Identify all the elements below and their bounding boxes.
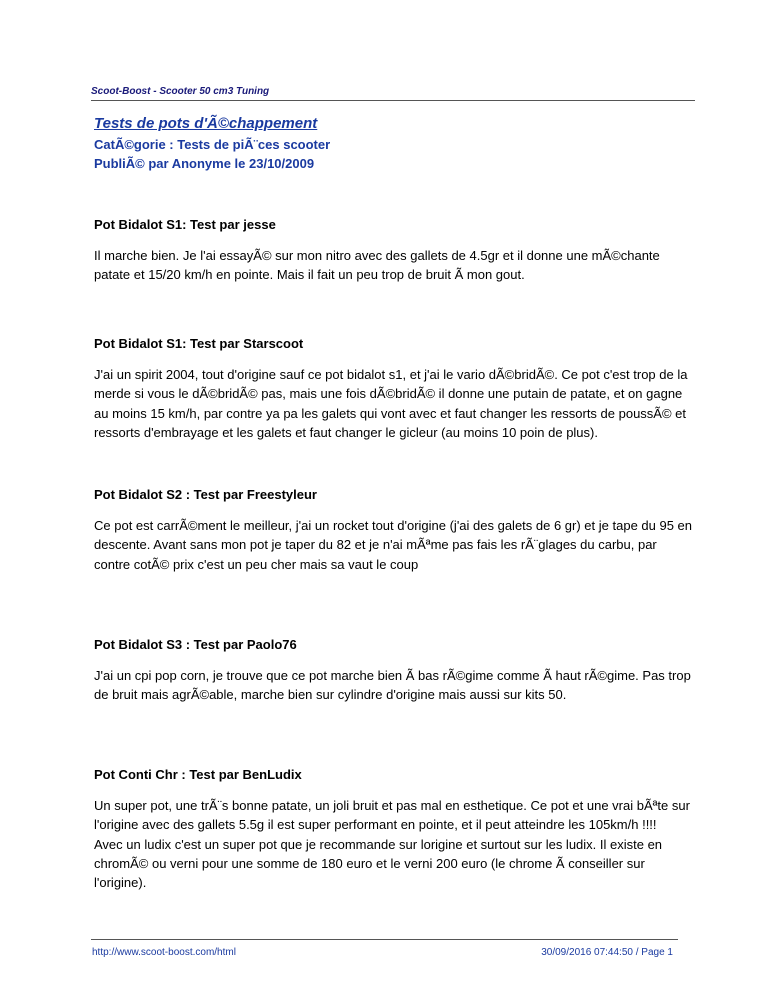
site-header: Scoot-Boost - Scooter 50 cm3 Tuning [91, 86, 270, 97]
test-paragraph: J'ai un cpi pop corn, je trouve que ce pot marche bien Ã bas rÃ©gime comme Ã haut rÃ©gime. Pas trop de bruit mais agrÃ©able, marche bien sur cylindre d'origine mais aussi sur kits 50. [94, 668, 691, 703]
test-heading: Pot Bidalot S1: Test par jesse [94, 217, 276, 232]
test-entry [94, 637, 694, 705]
article-category: CatÃ©gorie : Tests de piÃ¨ces scooter [94, 137, 331, 152]
footer-url-link[interactable]: http://www.scoot-boost.com/html [92, 947, 236, 958]
test-entry [94, 217, 694, 285]
test-paragraph: Un super pot, une trÃ¨s bonne patate, un joli bruit et pas mal en esthetique. Ce pot et une vrai bÃªte sur l'origine avec des gallets 5.5g il est super performant en pointe, et il peut atteindre les 105km/h !!!! [94, 798, 690, 833]
test-heading: Pot Bidalot S2 : Test par Freestyleur [94, 487, 317, 502]
footer-divider [91, 939, 678, 940]
test-paragraph: J'ai un spirit 2004, tout d'origine sauf ce pot bidalot s1, et j'ai le vario dÃ©bridÃ©. Ce pot c'est trop de la merde si vous le dÃ©bridÃ© pas, mais une fois dÃ©bridÃ© il donne une putain de patate, et on gagne au moins 15 km/h, par contre ya pa les galets qui vont avec et faut changer les ressorts de poussÃ© et ressorts d'embrayage et les galets et faut changer le gicleur (au moins 10 poin de plus). [94, 367, 688, 440]
test-paragraph: Ce pot est carrÃ©ment le meilleur, j'ai un rocket tout d'origine (j'ai des galets de 6 gr) et je tape du 95 en descente. Avant sans mon pot je taper du 82 et je n'ai mÃªme pas fais les rÃ¨glages du carbu, par contre cotÃ© prix c'est un peu cher mais sa vaut le coup [94, 518, 693, 572]
header-divider [91, 100, 695, 101]
test-paragraph: Avec un ludix c'est un super pot que je recommande sur lorigine et surtout sur les ludix. Il existe en chromÃ© ou verni pour une somme de 180 euro et le verni 200 euro (le chrome Ã conseiller sur l'origine). [94, 836, 663, 891]
test-entry [94, 767, 694, 892]
test-paragraph: Il marche bien. Je l'ai essayÃ© sur mon nitro avec des gallets de 4.5gr et il donne une mÃ©chante patate et 15/20 km/h en pointe. Mais il fait un peu trop de bruit Ã mon gout. [94, 248, 660, 283]
test-entry [94, 487, 694, 574]
footer-page-stamp: 30/09/2016 07:44:50 / Page 1 [541, 947, 673, 958]
test-body [94, 516, 694, 574]
test-entry [94, 336, 694, 442]
test-heading: Pot Bidalot S1: Test par Starscoot [94, 336, 304, 351]
test-body [94, 666, 694, 705]
test-body [94, 246, 694, 285]
article-title[interactable]: Tests de pots d'Ã©chappement [94, 115, 318, 132]
test-heading: Pot Bidalot S3 : Test par Paolo76 [94, 637, 297, 652]
test-body [94, 365, 694, 442]
test-body [94, 796, 694, 892]
test-heading: Pot Conti Chr : Test par BenLudix [94, 767, 302, 782]
article-published: PubliÃ© par Anonyme le 23/10/2009 [94, 156, 315, 171]
